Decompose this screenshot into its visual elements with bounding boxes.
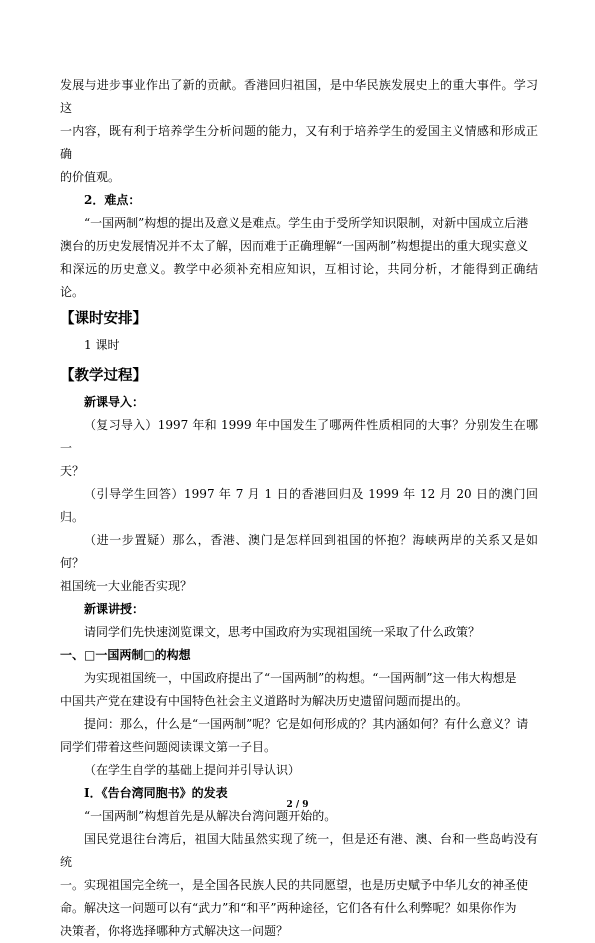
page-content: [60, 74, 538, 943]
text-line: （在学生自学的基础上提问并引导认识）: [84, 763, 301, 777]
intro-label: 新课导入：: [84, 395, 145, 409]
sub-heading: I．《告台湾同胞书》的发表: [84, 786, 228, 800]
section-heading-schedule: 【课时安排】: [60, 311, 147, 327]
text-line: 天？: [60, 464, 85, 478]
difficulty-heading: 2．难点：: [84, 193, 141, 207]
text-line: 一内容，既有利于培养学生分析问题的能力，又有利于培养学生的爱国主义情感和形成正确: [60, 124, 538, 161]
text-line: 中国共产党在建设有中国特色社会主义道路时为解决历史遗留问题而提出的。: [60, 694, 469, 708]
text-line: （复习导入）1997 年和 1999 年中国发生了哪两件性质相同的大事？分别发生在哪一: [60, 418, 538, 455]
text-line: 提问：那么，什么是“一国两制”呢？它是如何形成的？其内涵如何？有什么意义？请: [84, 717, 529, 731]
text-line: 澳台的历史发展情况并不太了解，因而难于正确理解“一国两制”构想提出的重大现实意义: [60, 239, 529, 253]
lecture-label: 新课讲授：: [84, 602, 145, 616]
text-line: 祖国统一大业能否实现？: [60, 579, 193, 593]
text-line: 的价值观。: [60, 170, 121, 184]
text-line: （引导学生回答）1997 年 7 月 1 日的香港回归及 1999 年 12 月 20 日的澳门回归。: [60, 487, 538, 524]
text-line: 发展与进步事业作出了新的贡献。香港回归祖国，是中华民族发展史上的重大事件。学习这: [60, 78, 538, 115]
text-line: 国民党退往台湾后，祖国大陆虽然实现了统一，但是还有港、澳、台和一些岛屿没有统: [60, 832, 538, 869]
text-line: 命。解决这一问题可以有“武力”和“和平”两种途径，它们各有什么利弊呢？如果你作为: [60, 901, 517, 915]
text-line: 和深远的历史意义。教学中必须补充相应知识，互相讨论，共同分析，才能得到正确结论。: [60, 262, 538, 299]
text-line: 一。实现祖国完全统一，是全国各民族人民的共同愿望，也是历史赋予中华儿女的神圣使: [60, 878, 529, 892]
lesson-count: 1 课时: [84, 338, 120, 352]
text-line: （进一步置疑）那么，香港、澳门是怎样回到祖国的怀抱？海峡两岸的关系又是如何？: [60, 533, 538, 570]
text-line: 同学们带着这些问题阅读课文第一子目。: [60, 740, 277, 754]
text-line: 为实现祖国统一，中国政府提出了“一国两制”的构想。“一国两制”这一伟大构想是: [84, 671, 517, 685]
section-heading-process: 【教学过程】: [60, 368, 147, 384]
text-line: 决策者，你将选择哪种方式解决这一问题？: [60, 924, 289, 938]
page-number: 2 / 9: [286, 800, 309, 810]
part-one-heading: 一、□一国两制□的构想: [60, 648, 191, 662]
text-line: “一国两制”构想首先是从解决台湾问题开始的。: [84, 809, 337, 823]
text-line: 请同学们先快速浏览课文，思考中国政府为实现祖国统一采取了什么政策？: [84, 625, 481, 639]
text-line: “一国两制”构想的提出及意义是难点。学生由于受所学知识限制，对新中国成立后港: [84, 216, 529, 230]
